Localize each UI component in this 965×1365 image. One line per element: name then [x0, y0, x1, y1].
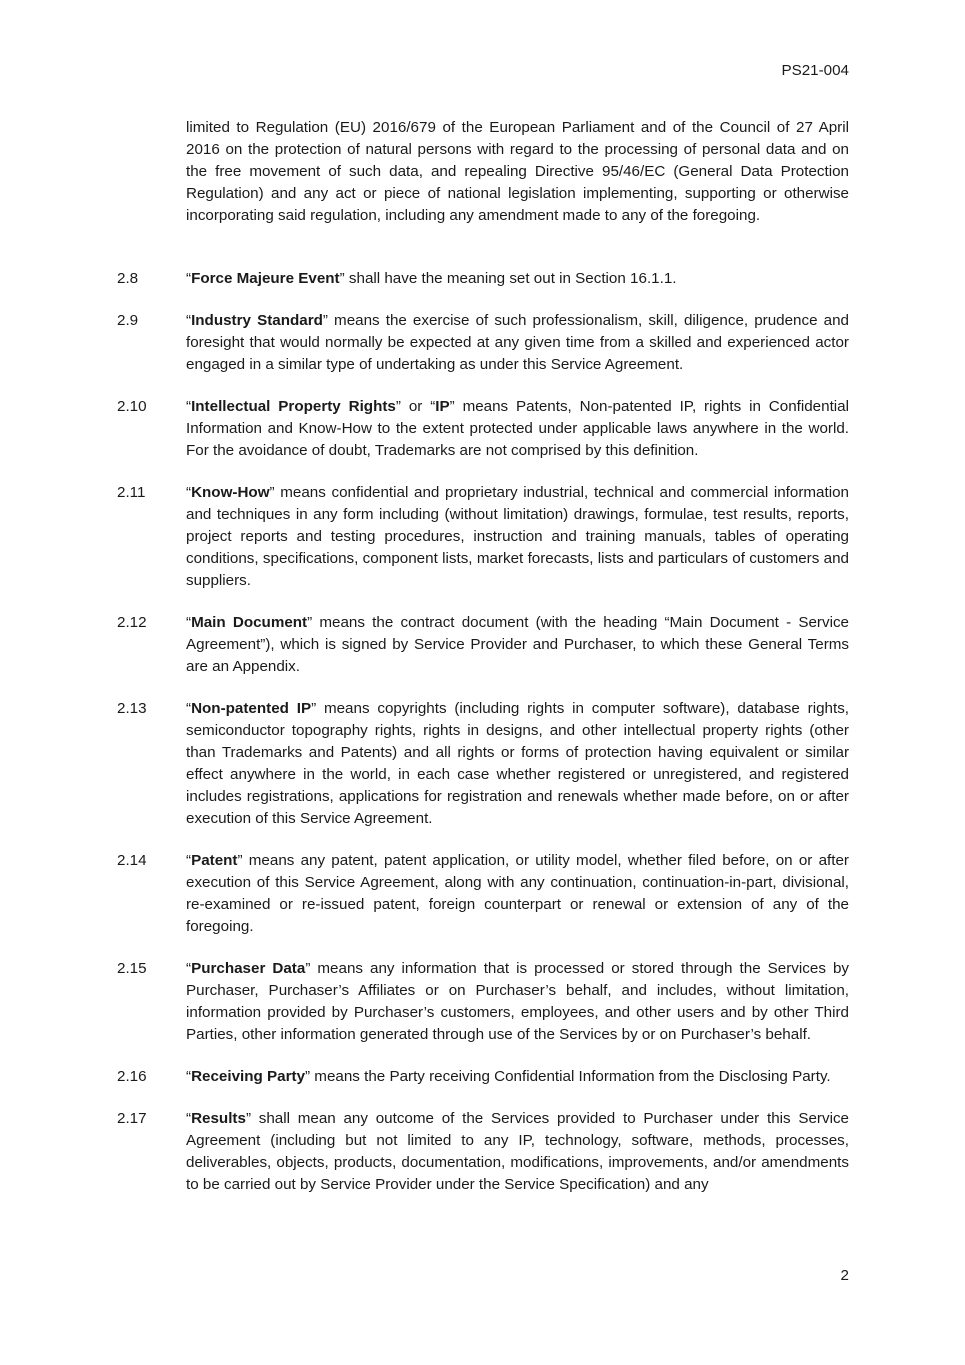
clause-2-17	[117, 1108, 849, 1196]
clause-text: “Know-How” means confidential and proprietary industrial, technical and commercial information and techniques in any form including (without limitation) drawings, formulae, test results, reports, project reports and testing procedures, instruction and training manuals, tables of operating conditions, specifications, component lists, market forecasts, lists and particulars of customers and suppliers.	[186, 484, 849, 589]
clause-2-10	[117, 396, 849, 462]
page-number: 2	[840, 1267, 849, 1284]
document-reference: PS21-004	[781, 62, 849, 79]
clause-2-11	[117, 482, 849, 592]
clause-number: 2.15	[117, 960, 147, 977]
clause-number: 2.8	[117, 270, 139, 287]
defined-term: Know-How	[191, 484, 270, 501]
clause-number: 2.12	[117, 614, 147, 631]
clause-text: “Results” shall mean any outcome of the Services provided to Purchaser under this Service Agreement (including but not limited to any IP, technology, software, methods, processes, deliverables, objects, products, documentation, modifications, improvements, and/or amendments to be carried out by Service Provider under the Service Specification) and any	[186, 1110, 849, 1193]
clause-2-14	[117, 850, 849, 938]
clause-text: “Intellectual Property Rights” or “IP” means Patents, Non-patented IP, rights in Confidential Information and Know-How to the extent protected under applicable laws anywhere in the world. For the avoidance of doubt, Trademarks are not comprised by this definition.	[186, 398, 849, 459]
defined-term: Receiving Party	[191, 1068, 306, 1085]
defined-term: Results	[191, 1110, 246, 1127]
clause-number: 2.9	[117, 312, 139, 329]
clause-number: 2.11	[117, 484, 146, 501]
defined-term: Force Majeure Event	[191, 270, 340, 287]
clause-number: 2.17	[117, 1110, 147, 1127]
defined-term: Intellectual Property Rights	[191, 398, 396, 415]
defined-term: Non-patented IP	[191, 700, 312, 717]
clause-text: “Force Majeure Event” shall have the meaning set out in Section 16.1.1.	[186, 270, 677, 287]
defined-term: Main Document	[191, 614, 308, 631]
definitions-list	[117, 268, 849, 1216]
clause-number: 2.16	[117, 1068, 147, 1085]
clause-text: “Main Document” means the contract document (with the heading “Main Document - Service Agreement”), which is signed by Service Provider and Purchaser, to which these General Terms are an Appendix.	[186, 614, 849, 675]
clause-number: 2.10	[117, 398, 147, 415]
clause-2-8	[117, 268, 849, 290]
clause-2-13	[117, 698, 849, 830]
continuation-paragraph: limited to Regulation (EU) 2016/679 of the European Parliament and of the Council of 27 April 2016 on the protection of natural persons with regard to the processing of personal data and on the free movement of such data, and repealing Directive 95/46/EC (General Data Protection Regulation) and any act or piece of national legislation implementing, supporting or otherwise incorporating said regulation, including any amendment made to any of the foregoing.	[186, 119, 849, 224]
clause-2-15	[117, 958, 849, 1046]
defined-term: Purchaser Data	[191, 960, 306, 977]
clause-2-16	[117, 1066, 849, 1088]
clause-2-12	[117, 612, 849, 678]
clause-number: 2.14	[117, 852, 147, 869]
defined-term: Patent	[191, 852, 238, 869]
clause-text: “Purchaser Data” means any information that is processed or stored through the Services by Purchaser, Purchaser’s Affiliates or on Purchaser’s behalf, and includes, without limitation, information provided by Purchaser’s customers, employees, and other users and by other Third Parties, other information generated through use of the Services by or on Purchaser’s behalf.	[186, 960, 849, 1043]
clause-text: “Non-patented IP” means copyrights (including rights in computer software), database rights, semiconductor topography rights, rights in designs, and other intellectual property rights (other than Trademarks and Patents) and all rights or forms of protection having equivalent or similar effect anywhere in the world, in each case whether registered or unregistered, and registered includes registrations, applications for registration and renewals whether made before, on or after execution of this Service Agreement.	[186, 700, 850, 827]
clause-number: 2.13	[117, 700, 147, 717]
clause-2-9	[117, 310, 849, 376]
defined-term: Industry Standard	[191, 312, 323, 329]
defined-term-abbreviation: IP	[435, 398, 450, 415]
clause-text: “Receiving Party” means the Party receiving Confidential Information from the Disclosing Party.	[186, 1068, 831, 1085]
clause-text: “Industry Standard” means the exercise of such professionalism, skill, diligence, prudence and foresight that would normally be expected at any given time from a skilled and experienced actor engaged in a similar type of undertaking as under this Service Agreement.	[186, 312, 849, 373]
clause-text: “Patent” means any patent, patent application, or utility model, whether filed before, on or after execution of this Service Agreement, along with any continuation, continuation-in-part, divisional, re-examined or re-issued patent, foreign counterpart or renewal or extension of any of the foregoing.	[186, 852, 849, 935]
